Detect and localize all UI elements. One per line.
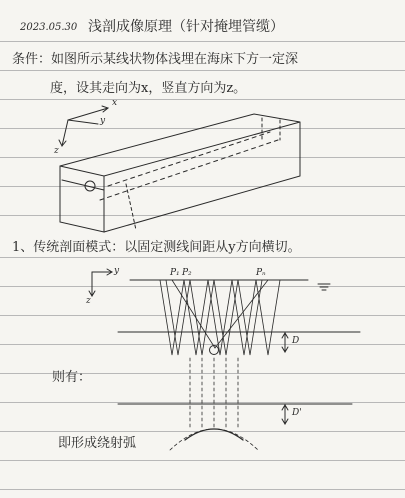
- depth-marker-prime: [282, 405, 288, 424]
- diffraction-arc: [185, 429, 243, 440]
- ping-pn-label: Pₙ: [256, 268, 266, 278]
- axis-z-label: z: [54, 146, 59, 156]
- axis-y-label: y: [100, 116, 106, 126]
- note-title: 浅剖成像原理（针对掩埋管缆）: [88, 19, 284, 35]
- ping-p1-label: P₁: [170, 268, 180, 278]
- ping-p2-label: P₂: [182, 268, 192, 278]
- axis-y-label-2: y: [114, 266, 120, 276]
- depth-prime-label: D': [292, 408, 302, 418]
- ray-fan: [160, 280, 280, 355]
- depth-label: D: [292, 336, 300, 346]
- condition-line-2: 度，设其走向为x，竖直方向为z。: [50, 81, 247, 96]
- condition-line-1: 条件：如图所示某线状物体浅埋在海床下方一定深: [12, 52, 299, 67]
- note-date: 2023.05.30: [20, 22, 78, 33]
- figure1-box: [60, 114, 300, 232]
- conclusion-text: 即形成绕射弧: [58, 436, 137, 451]
- axis-z-label-2: z: [86, 296, 91, 306]
- projection-lines: [190, 358, 238, 428]
- depth-marker: [282, 333, 288, 352]
- axis-x-label: x: [112, 98, 118, 108]
- then-label: 则有：: [52, 370, 92, 385]
- figure1-axes: [59, 106, 108, 146]
- section-1-heading: 1、传统剖面模式：以固定测线间距从y方向横切。: [12, 240, 301, 255]
- figure2-axes: [89, 269, 112, 296]
